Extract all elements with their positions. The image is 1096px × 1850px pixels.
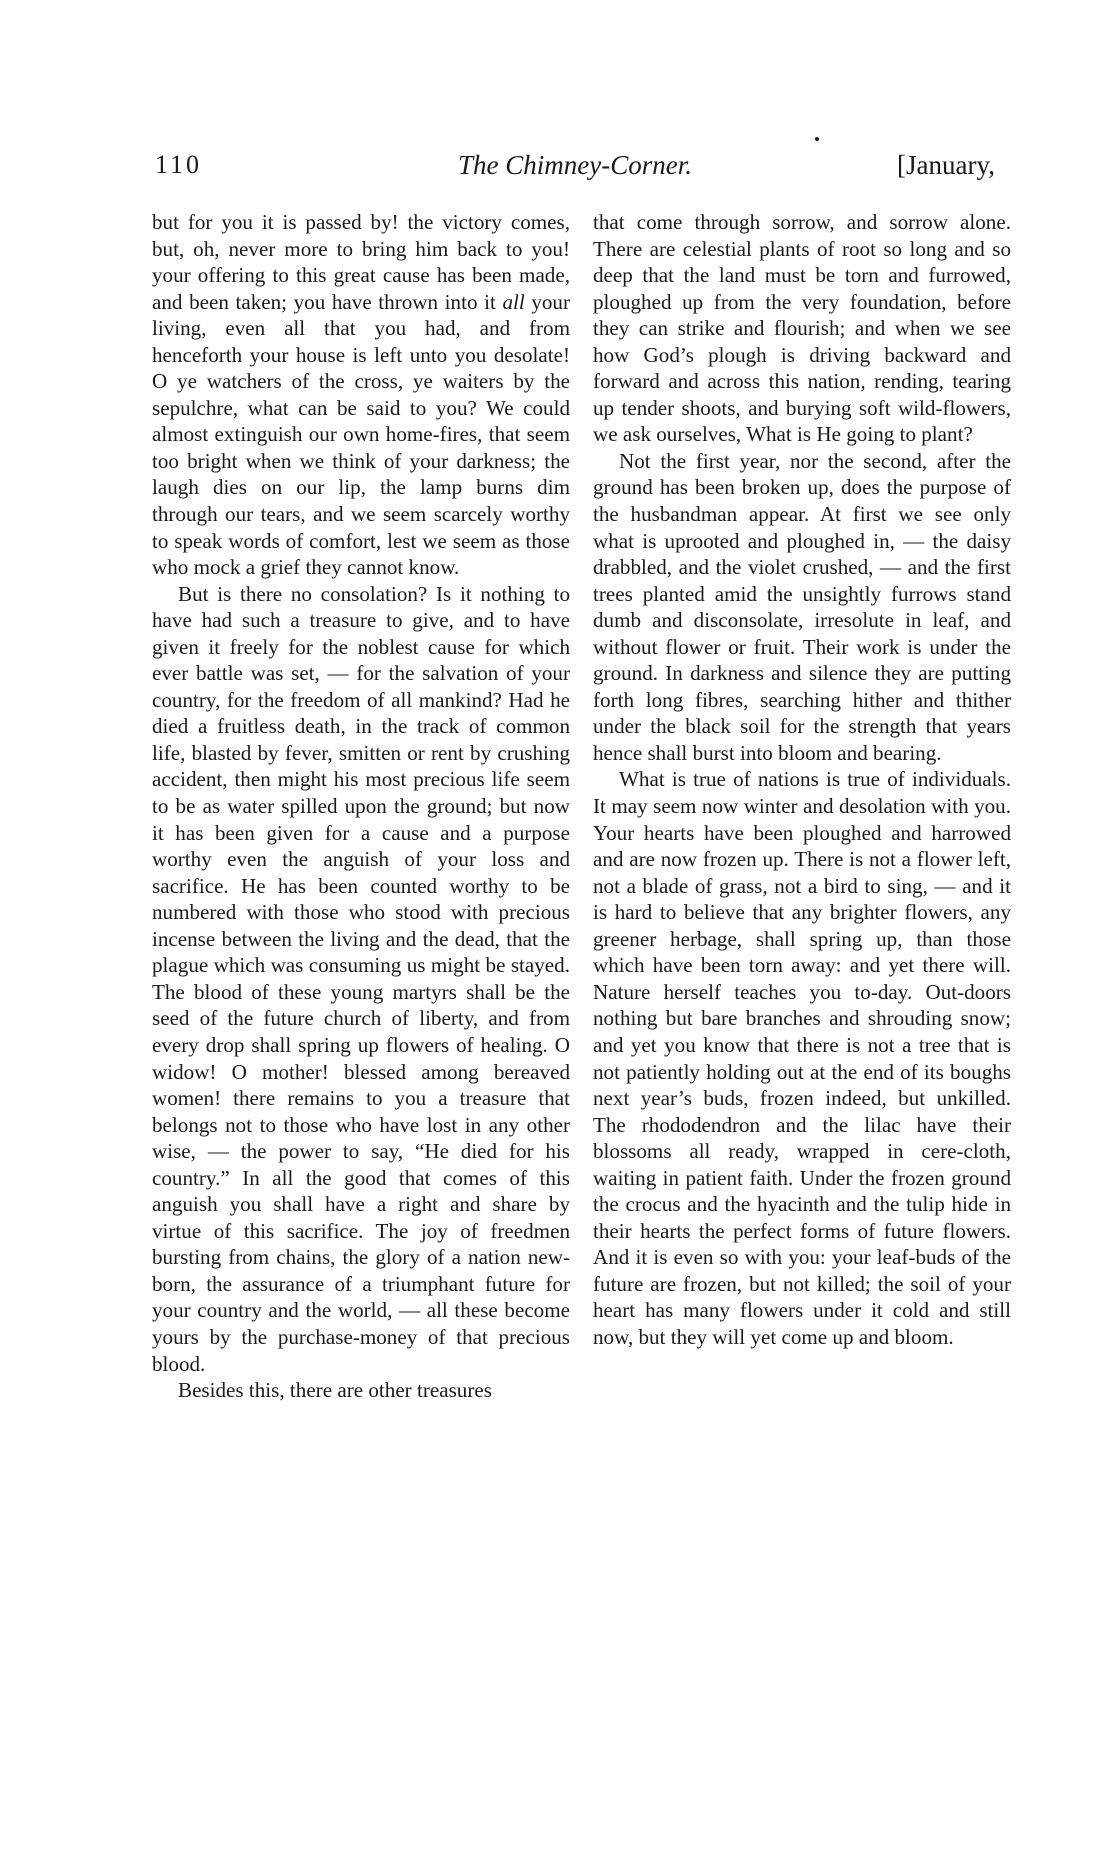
page-number: 110 — [155, 150, 203, 179]
running-header — [155, 150, 995, 194]
paragraph: Besides this, there are other treasures — [178, 1378, 492, 1403]
paragraph: But is there no consolation? Is it nothing to have had such a treasure to give, and to have given it freely for the noblest cause for which ever battle was set, — for the salvation of your country, for the freedom of all mankind? Had he died a fruitless death, in the track of common life, blasted by fever, smitten or rent by crushing accident, then might his most precious life seem to be as water spilled upon the ground; but now it has been given for a cause and a purpose worthy even the anguish of your loss and sacrifice. He has been counted worthy to be numbered with those who stood with precious incense between the living and the dead, that the plague which was consuming us might be stayed. The blood of these young martyrs shall be the seed of the future church of liberty, and from every drop shall spring up flowers of healing. O widow! O mother! blessed among bereaved women! there remains to you a treasure that belongs not to those who have lost in any other wise, — the power to say, “He died for his country.” In all the good that comes of this anguish you shall have a right and share by virtue of this sacrifice. The joy of freedmen bursting from chains, the glory of a nation new-born, the assurance of a triumphant future for your country and the world, — all these become yours by the purchase-money of that precious blood. — [152, 581, 570, 1376]
right-column — [593, 209, 1011, 1351]
paragraph: but for you it is passed by! the victory comes, but, oh, never more to bring him back to you! your offering to this great cause has been made, and been taken; you have thrown into it all your living, even all that you had, and from henceforth your house is left unto you desolate! O ye watchers of the cross, ye waiters by the sepulchre, what can be said to you? We could almost extinguish our own home-fires, that seem too bright when we think of your darkness; the laugh dies on our lip, the lamp burns dim through our tears, and we seem scarcely worthy to speak words of comfort, lest we seem as those who mock a grief they cannot know. — [152, 210, 570, 580]
paragraph: that come through sorrow, and sorrow alone. There are celestial plants of root so long and so deep that the land must be torn and furrowed, ploughed up from the very foundation, before they can strike and flourish; and when we see how God’s plough is driving backward and forward and across this nation, rending, tearing up tender shoots, and burying soft wild-flowers, we ask ourselves, What is He going to plant? — [593, 210, 1011, 447]
emphasis: all — [502, 289, 525, 314]
running-title: The Chimney-Corner. — [458, 150, 692, 180]
paragraph: What is true of nations is true of individuals. It may seem now winter and desolation with you. Your hearts have been ploughed and harrowed and are now frozen up. There is not a flower left, not a blade of grass, not a bird to sing, — and it is hard to believe that any brighter flowers, any greener herbage, shall spring up, than those which have been torn away: and yet there will. Nature herself teaches you to-day. Out-doors nothing but bare branches and shrouding snow; and yet you know that there is not a tree that is not patiently holding out at the end of its boughs next year’s buds, frozen indeed, but unkilled. The rhododendron and the lilac have their blossoms all ready, wrapped in cere-cloth, waiting in patient faith. Under the frozen ground the crocus and the hyacinth and the tulip hide in their hearts the perfect forms of future flowers. And it is even so with you: your leaf-buds of the future are frozen, but not killed; the soil of your heart has many flowers under it cold and still now, but they will yet come up and bloom. — [593, 767, 1011, 1349]
paragraph: Not the first year, nor the second, after the ground has been broken up, does the purpose of the husbandman appear. At first we see only what is uprooted and ploughed in, — the daisy drabbled, and the violet crushed, — and the first trees planted amid the unsightly furrows stand dumb and disconsolate, irresolute in leaf, and without flower or fruit. Their work is under the ground. In darkness and silence they are putting forth long fibres, searching hither and thither under the black soil for the strength that years hence shall burst into bloom and bearing. — [593, 448, 1011, 765]
running-month: [January, — [897, 150, 995, 180]
ink-speck — [815, 137, 819, 141]
left-column — [152, 209, 570, 1404]
